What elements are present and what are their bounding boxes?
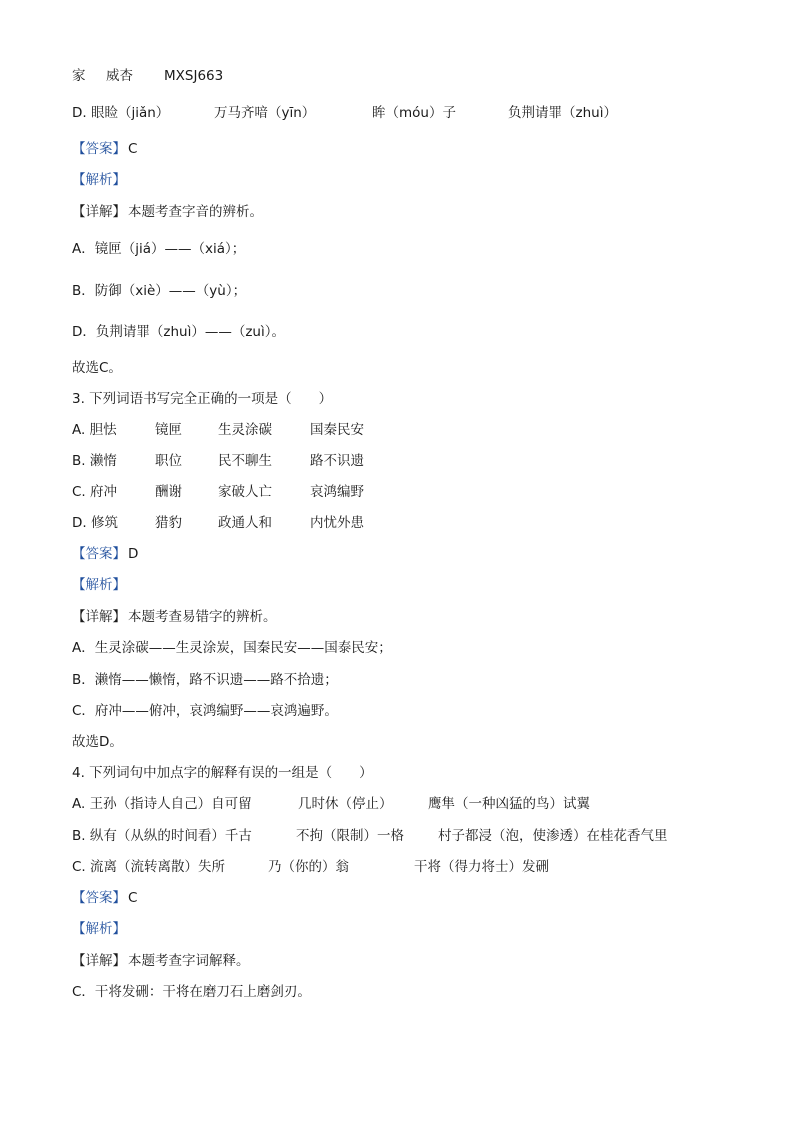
explanation-text: B．濑惰——懒惰，路不识遗——路不拾遗； [72, 672, 338, 688]
option-word: 路不识遗 [310, 453, 364, 469]
option-item: 万马齐喑（yīn） [214, 105, 316, 121]
conclusion-text: 故选C。 [72, 360, 122, 376]
question-text: 4. 下列词句中加点字的解释有误的一组是（ ） [72, 765, 373, 781]
answer-value: C [128, 890, 138, 906]
detail-label: 【详解】 [72, 204, 126, 220]
option-word: D. 修筑 [72, 515, 118, 531]
detail-text: 本题考查字音的辨析。 [128, 204, 263, 220]
option-word: B. 濑惰 [72, 453, 117, 469]
option-word: A. 胆怯 [72, 422, 117, 438]
option-item: C. 流离（流转离散）失所 [72, 859, 226, 875]
option-item: 乃（你的）翁 [268, 859, 349, 875]
option-word: 民不聊生 [218, 453, 272, 469]
question-text: 3. 下列词语书写完全正确的一项是（ ） [72, 391, 333, 407]
option-item: 干将（得力将士）发硎 [414, 859, 549, 875]
option-item: 村子都浸（泡，使渗透）在桂花香气里 [438, 828, 668, 844]
detail-label: 【详解】 [72, 953, 126, 969]
option-word: 酬谢 [155, 484, 182, 500]
option-word: 内忧外患 [310, 515, 364, 531]
word: 威杏 [106, 68, 133, 84]
option-item: 眸（móu）子 [372, 105, 456, 121]
detail-text: 本题考查字词解释。 [128, 953, 250, 969]
conclusion-text: 故选D。 [72, 734, 123, 750]
option-word: C. 府冲 [72, 484, 118, 500]
answer-value: D [128, 546, 139, 562]
answer-value: C [128, 141, 138, 157]
explanation-text: C．干将发硎：干将在磨刀石上磨剑刃。 [72, 984, 311, 1000]
option-item: B. 纵有（从纵的时间看）千古 [72, 828, 252, 844]
explanation-text: D．负荆请罪（zhuì）——（zuì）。 [72, 324, 285, 340]
option-word: 哀鸿编野 [310, 484, 364, 500]
option-word: 家破人亡 [218, 484, 272, 500]
option-word: 政通人和 [218, 515, 272, 531]
detail-label: 【详解】 [72, 609, 126, 625]
option-word: 镜匣 [155, 422, 182, 438]
analysis-label: 【解析】 [72, 921, 126, 937]
detail-text: 本题考查易错字的辨析。 [128, 609, 277, 625]
word: 家 [72, 68, 86, 84]
option-word: 国秦民安 [310, 422, 364, 438]
option-item: D. 眼睑（jiǎn） [72, 105, 170, 121]
option-item: 几时休（停止） [298, 796, 393, 812]
explanation-text: A．生灵涂碳——生灵涂炭，国秦民安——国泰民安； [72, 640, 392, 656]
option-word: 生灵涂碳 [218, 422, 272, 438]
explanation-text: A．镜匣（jiá）——（xiá）； [72, 241, 246, 257]
analysis-label: 【解析】 [72, 577, 126, 593]
option-word: 猎豹 [155, 515, 182, 531]
option-item: A. 王孙（指诗人自己）自可留 [72, 796, 252, 812]
option-item: 不拘（限制）一格 [296, 828, 404, 844]
explanation-text: C．府冲——俯冲，哀鸿编野——哀鸿遍野。 [72, 703, 338, 719]
analysis-label: 【解析】 [72, 172, 126, 188]
option-item: 负荆请罪（zhuì） [508, 105, 617, 121]
answer-label: 【答案】 [72, 141, 126, 157]
option-item: 鹰隼（一种凶猛的鸟）试翼 [428, 796, 590, 812]
explanation-text: B．防御（xiè）——（yù）； [72, 283, 247, 299]
option-word: 职位 [155, 453, 182, 469]
watermark-code: MXSJ663 [164, 68, 224, 84]
answer-label: 【答案】 [72, 546, 126, 562]
answer-label: 【答案】 [72, 890, 126, 906]
